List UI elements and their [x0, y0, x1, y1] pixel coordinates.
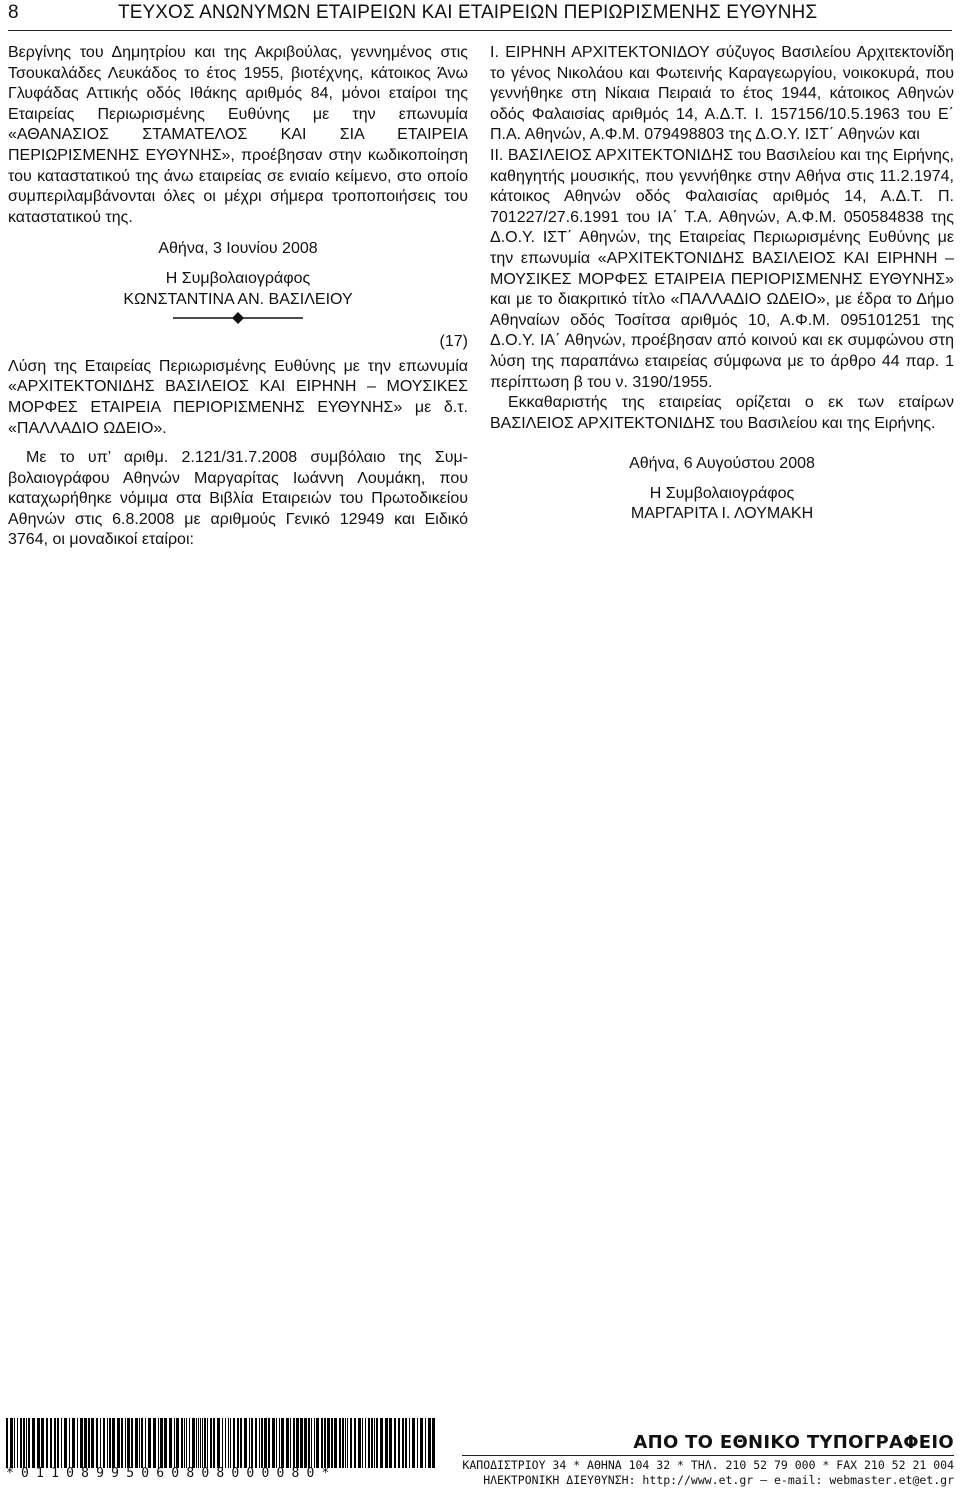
notice-body: Με το υπ’ αριθμ. 2.121/31.7.2008 συμβόλαιο της Συμβολαιογράφου Αθηνών Μαργαρίτας Ιωάννη Λουμάκη, που καταχωρήθηκε νόμιμα στα Βιβλία Εταιρειών του Πρωτοδικείου Αθηνών στις 6.8.2008 με αριθμούς Γενικό 12949 και Ειδικό 3764, οι μοναδικοί εταίροι: [8, 449, 468, 549]
place-date-2: Αθήνα, 6 Αυγούστου 2008 [629, 455, 815, 473]
partner-2: ΙΙ. ΒΑΣΙΛΕΙΟΣ ΑΡΧΙΤΕΚΤΟΝΙΔΗΣ του Βασιλείου και της Ειρήνης, καθηγητής μουσικής, που γεννήθηκε στην Αθήνα στις 11.2.1974, κάτοικος Αθηνών οδός Φαλαισίας αριθμός 14, Α.Δ.Τ. Π. 701227/27.6.1991 του ΙΑ΄ Τ.Α. Αθηνών, Α.Φ.Μ. 050584838 της Δ.Ο.Υ. ΙΣΤ΄ Αθηνών, της Εταιρείας Περιωρισμένης Ευθύνης με την επωνυμία «ΑΡΧΙΤΕΚΤΟΝΙΔΗΣ ΒΑΣΙΛΕΙΟΣ ΚΑΙ ΕΙΡΗΝΗ – ΜΟΥΣΙΚΕΣ ΜΟΡΦΕΣ ΕΤΑΙΡΕΙΑ ΠΕΡΙΟΡΙΣΜΕΝΗΣ ΕΥΘΥΝΗΣ» και με το διακριτικό τίτλο «ΠΑΛΛΑΔΙΟ ΩΔΕΙΟ», με έδρα το Δήμο Αθηναίων οδός Τοσίτσα αριθμός 10, Α.Φ.Μ. 095101251 της Δ.Ο.Υ. ΙΑ΄ Αθηνών, προέβησαν από κοινού και εκ συμφώνου στη λύση της παραπάνω εταιρείας σύμφωνα με το άρθρο 44 παρ. 1 περίπτωση β του ν. 3190/1955. [490, 146, 954, 391]
barcode-digits: *01108995060808000080* [6, 1466, 337, 1481]
page-number: 8 [8, 2, 19, 23]
gazette-title: ΤΕΥΧΟΣ ΑΝΩΝΥΜΩΝ ΕΤΑΙΡΕΙΩΝ ΚΑΙ ΕΤΑΙΡΕΙΩΝ ΠΕΡΙΩΡΙΣΜΕΝΗΣ ΕΥΘΥΝΗΣ [118, 2, 818, 23]
printer-name: ΑΠΟ ΤΟ ΕΘΝΙΚΟ ΤΥΠΟΓΡΑΦΕΙΟ [633, 1432, 954, 1453]
page-header [8, 0, 952, 28]
place-date-1: Αθήνα, 3 Ιουνίου 2008 [158, 240, 318, 258]
notary-title-2: Η Συμβολαιογράφος [649, 484, 795, 502]
notary-title-1: Η Συμβολαιογράφος [165, 269, 311, 287]
right-column [490, 43, 954, 525]
page-footer [0, 1418, 960, 1486]
diamond-divider-icon [173, 312, 303, 324]
barcode-icon [6, 1418, 436, 1468]
notary-name-1: ΚΩΝΣΤΑΝΤΙΝΑ ΑΝ. ΒΑΣΙΛΕΙΟΥ [123, 290, 353, 308]
printer-info [462, 1432, 954, 1488]
intro-paragraph: Βεργίνης του Δημητρίου και της Ακριβούλας, γεννημένος στις Τσουκαλάδες Λευκάδος το έτος 1955, βιοτέχνης, κάτοικος Άνω Γλυφάδας Αττικής οδός Ιθάκης αριθμός 84, μόνοι εταίροι της Εταιρείας Περιωρισμένης Ευθύνης με την επωνυμία «ΑΘΑΝΑΣΙΟΣ ΣΤΑΜΑΤΕΛΟΣ ΚΑΙ ΣΙΑ ΕΤΑΙΡΕΙΑ ΠΕΡΙΩΡΙΣΜΕΝΗΣ ΕΥΘΥΝΗΣ», προέβησαν στην κωδικοποίηση του καταστατικού της άνω εταιρείας σε ενιαίο κείμενο, στο οποίο συμπεριλαμβάνονται όλες οι μέχρι σήμερα τροποποιήσεις του καταστατικού της. [8, 44, 468, 226]
left-column [8, 43, 468, 551]
notice-number: (17) [439, 333, 468, 351]
printer-address: ΚΑΠΟΔΙΣΤΡΙΟΥ 34 * ΑΘΗΝΑ 104 32 * ΤΗΛ. 210 52 79 000 * FAX 210 52 21 004 [462, 1458, 954, 1472]
printer-web: ΗΛΕΚΤΡΟΝΙΚΗ ΔΙΕΥΘΥΝΣΗ: http://www.et.gr — e-mail: webmaster.et@et.gr [483, 1473, 954, 1487]
partner-1: Ι. ΕΙΡΗΝΗ ΑΡΧΙΤΕΚΤΟΝΙΔΟΥ σύζυγος Βασιλείου Αρχιτεκτονίδη το γένος Νικολάου και Φωτεινής Καραγεωργίου, νοικοκυρά, που γεννήθηκε στη Νίκαια Πειραιά το έτος 1944, κάτοικος Αθηνών οδός Φαλαισίας αριθμός 14, Α.Δ.Τ. Ι. 157156/10.5.1963 του Ε΄ Π.Α. Αθηνών, Α.Φ.Μ. 079498803 της Δ.Ο.Υ. ΙΣΤ΄ Αθηνών και [490, 44, 954, 144]
liquidator-paragraph: Εκκαθαριστής της εταιρείας ορίζεται ο εκ των εταίρων ΒΑΣΙΛΕΙΟΣ ΑΡΧΙΤΕΚΤΟΝΙΔΗΣ του Βασιλείου και της Ειρήνης. [490, 394, 954, 432]
notice-heading: Λύση της Εταιρείας Περιωρισμένης Ευθύνης με την επωνυμία «ΑΡΧΙΤΕΚΤΟΝΙΔΗΣ ΒΑΣΙΛΕΙΟΣ ΚΑΙ ΕΙΡΗΝΗ – ΜΟΥΣΙΚΕΣ ΜΟΡΦΕΣ ΕΤΑΙΡΕΙΑ ΠΕΡΙΟΡΙΣΜΕΝΗΣ ΕΥΘΥΝΗΣ» με δ.τ. «ΠΑΛΛΑΔΙΟ ΩΔΕΙΟ». [8, 357, 468, 437]
header-rule [8, 30, 952, 31]
notary-name-2: ΜΑΡΓΑΡΙΤΑ Ι. ΛΟΥΜΑΚΗ [630, 505, 814, 523]
